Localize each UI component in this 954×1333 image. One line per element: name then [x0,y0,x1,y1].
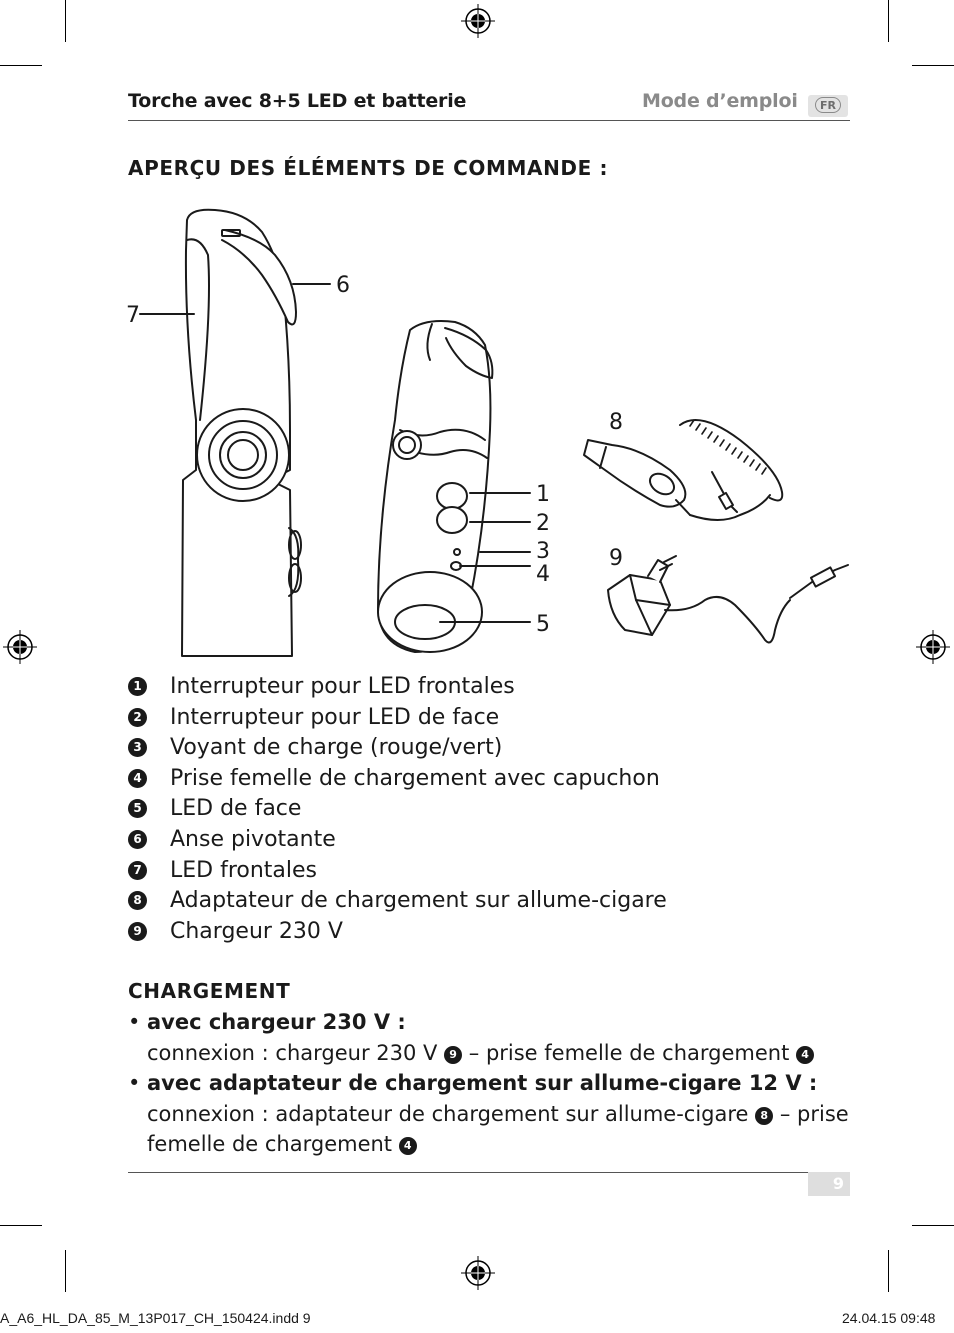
legend-text: LED de face [170,796,302,822]
bullet-text: connexion : chargeur 230 V [147,1040,438,1065]
charging-instructions [128,1007,858,1160]
product-illustration [120,200,860,662]
document-title: Torche avec 8+5 LED et batterie [128,90,467,112]
crop-mark [912,65,954,66]
legend-text: Adaptateur de chargement sur allume-cigare [170,888,667,914]
bullet-dot: • [128,1071,141,1095]
crop-mark [888,0,889,42]
callout-1: 1 [536,482,550,507]
number-badge: 9 [128,922,147,941]
legend-text: LED frontales [170,857,318,883]
bullet-item [128,1068,858,1160]
number-badge: 7 [128,861,147,880]
registration-mark-icon [461,1256,495,1290]
bullet-text: femelle de chargement [147,1132,393,1156]
wall-charger-illustration [608,556,848,642]
legend-item [128,917,848,948]
number-badge: 1 [128,677,147,696]
callout-9: 9 [609,546,623,571]
bullet-text: – prise femelle de chargement [468,1040,790,1065]
torch-side-view [378,321,492,652]
legend-item [128,886,848,917]
crop-mark [0,1225,42,1226]
parts-legend [128,672,848,947]
callout-2: 2 [536,511,550,536]
bullet-heading: avec adaptateur de chargement sur allume-cigare 12 V : [147,1071,818,1095]
callout-4: 4 [536,562,550,587]
number-badge: 3 [128,738,147,757]
bullet-item [128,1007,858,1068]
callout-7: 7 [126,303,140,328]
crop-mark [912,1225,954,1226]
section-heading-charging: CHARGEMENT [128,979,291,1003]
section-heading-controls: APERÇU DES ÉLÉMENTS DE COMMANDE : [128,156,609,180]
legend-item [128,794,848,825]
bullet-body [147,1099,858,1130]
callout-8: 8 [609,410,623,435]
callout-6: 6 [336,273,350,298]
registration-mark-icon [461,4,495,38]
number-badge: 4 [399,1137,417,1155]
number-badge: 4 [128,769,147,788]
legend-item [128,856,848,887]
legend-text: Chargeur 230 V [170,918,343,944]
header-rule [128,120,850,121]
number-badge: 5 [128,799,147,818]
legend-item [128,672,848,703]
crop-mark [888,1250,889,1292]
page-number: 9 [808,1172,850,1196]
legend-item [128,825,848,856]
language-code: FR [815,97,841,113]
legend-item [128,733,848,764]
registration-mark-icon [3,630,37,664]
bullet-dot: • [128,1010,141,1034]
legend-text: Anse pivotante [170,826,336,852]
callout-5: 5 [536,612,550,637]
legend-item [128,703,848,734]
bullet-body [147,1129,858,1160]
number-badge: 6 [128,830,147,849]
number-badge: 9 [444,1046,462,1064]
legend-text: Interrupteur pour LED de face [170,704,500,730]
legend-text: Interrupteur pour LED frontales [170,674,515,699]
language-badge [808,95,848,117]
footer-rule [128,1172,850,1173]
print-slug-file: A_A6_HL_DA_85_M_13P017_CH_150424.indd 9 [0,1310,311,1326]
legend-item [128,764,848,795]
bullet-text: – prise [779,1101,849,1126]
bullet-heading: avec chargeur 230 V : [147,1010,406,1034]
torch-rear-view [182,210,301,656]
legend-text: Voyant de charge (rouge/vert) [170,735,503,761]
crop-mark [0,65,42,66]
bullet-body [147,1038,858,1069]
callout-3: 3 [536,539,550,564]
number-badge: 8 [128,891,147,910]
number-badge: 4 [796,1046,814,1064]
number-badge: 8 [755,1107,773,1125]
print-slug-date: 24.04.15 09:48 [842,1310,936,1326]
car-adapter-illustration [584,420,782,520]
legend-text: Prise femelle de chargement avec capuchon [170,765,660,791]
number-badge: 2 [128,708,147,727]
registration-mark-icon [916,630,950,664]
crop-mark [65,1250,66,1292]
document-mode-label: Mode d’emploi [642,90,798,112]
bullet-text: connexion : adaptateur de chargement sur allume-cigare [147,1101,749,1126]
crop-mark [65,0,66,42]
